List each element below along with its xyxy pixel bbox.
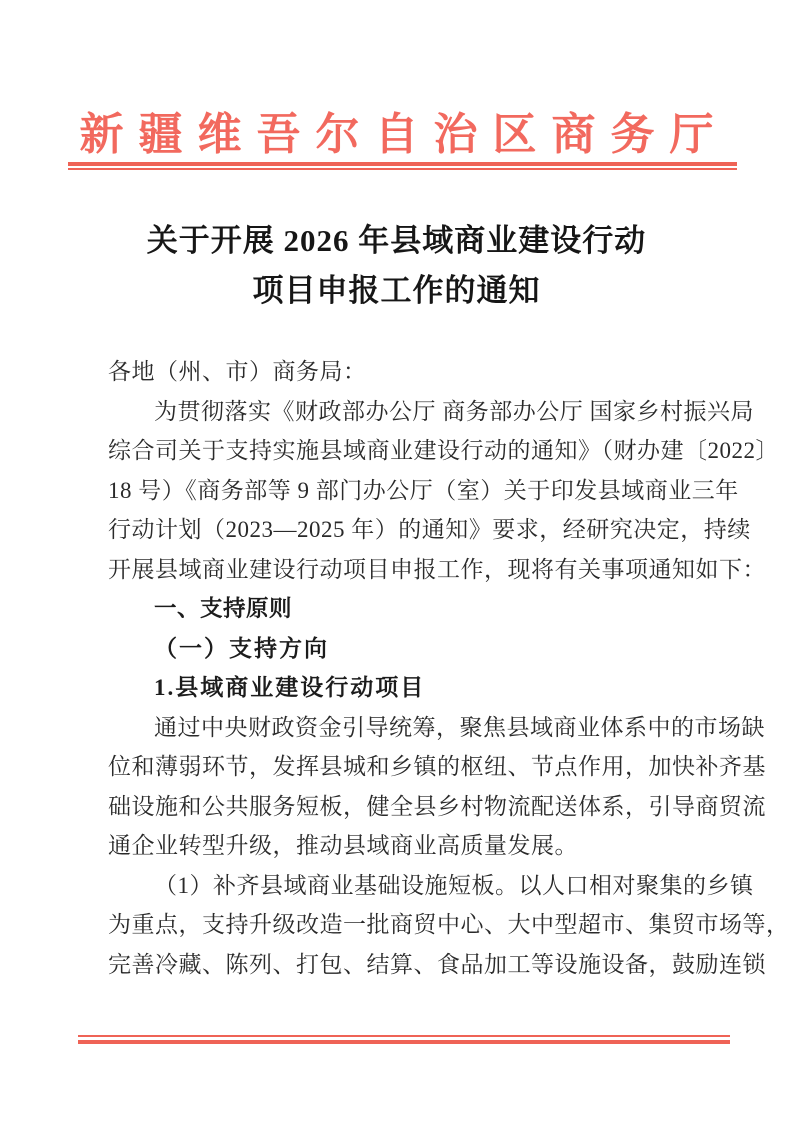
paragraph-line: 通企业转型升级，推动县域商业高质量发展。 bbox=[108, 833, 578, 858]
paragraph-line: 完善冷藏、陈列、打包、结算、食品加工等设施设备，鼓励连锁 bbox=[108, 951, 766, 977]
document-title bbox=[0, 216, 793, 316]
paragraph-line: 位和薄弱环节，发挥县城和乡镇的枢纽、节点作用，加快补齐基 bbox=[108, 754, 766, 779]
paragraph-line: 18 号）《商务部等 9 部门办公厅（室）关于印发县域商业三年 bbox=[108, 477, 739, 503]
paragraph-line: 础设施和公共服务短板，健全县乡村物流配送体系，引导商贸流 bbox=[108, 793, 766, 819]
footer-double-rule bbox=[78, 1035, 730, 1044]
subheading-county-commerce-project: 1.县域商业建设行动项目 bbox=[154, 675, 426, 700]
paragraph-line: 为重点，支持升级改造一批商贸中心、大中型超市、集贸市场等， bbox=[108, 912, 790, 937]
paragraph-line: （1）补齐县域商业基础设施短板。以人口相对聚集的乡镇 bbox=[154, 872, 754, 898]
paragraph-line: 通过中央财政资金引导统筹，聚焦县域商业体系中的市场缺 bbox=[154, 714, 765, 740]
letterhead-double-rule bbox=[68, 162, 737, 170]
paragraph-line: 为贯彻落实《财政部办公厅 商务部办公厅 国家乡村振兴局 bbox=[154, 398, 754, 424]
paragraph-line: 开展县域商业建设行动项目申报工作，现将有关事项通知如下： bbox=[108, 556, 766, 582]
salutation-line: 各地（州、市）商务局： bbox=[108, 359, 367, 384]
document-body bbox=[108, 352, 790, 984]
subheading-support-direction: （一）支持方向 bbox=[154, 635, 329, 661]
document-title-line-1: 关于开展 2026 年县域商业建设行动 bbox=[146, 223, 647, 258]
document-title-line-2: 项目申报工作的通知 bbox=[252, 273, 541, 308]
paragraph-line: 行动计划（2023—2025 年）的通知》要求，经研究决定，持续 bbox=[108, 517, 751, 542]
letterhead-org-name: 新疆维吾尔自治区商务厅 bbox=[79, 110, 729, 159]
heading-support-principles: 一、支持原则 bbox=[154, 596, 293, 621]
rule-thin-line bbox=[68, 168, 737, 170]
rule-thick-line bbox=[78, 1040, 730, 1044]
paragraph-line: 综合司关于支持实施县域商业建设行动的通知》（财办建〔2022〕 bbox=[108, 438, 779, 463]
